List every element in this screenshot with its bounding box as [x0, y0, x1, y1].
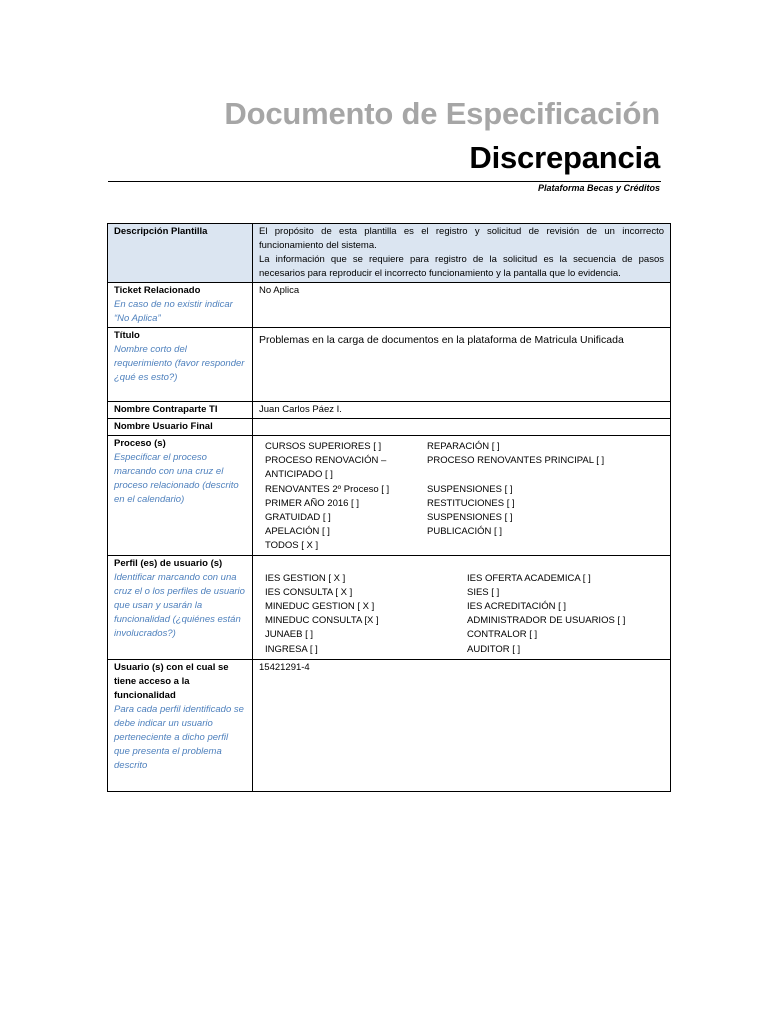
perfil-options	[259, 557, 664, 657]
ticket-hint: En caso de no existir indicar “No Aplica”	[114, 299, 233, 324]
ticket-value-cell	[253, 283, 671, 328]
proceso-option: SUSPENSIONES [ ]	[427, 512, 513, 524]
perfil-hint: Identificar marcando con una cruz el o los perfiles de usuario que usan y usarán la funcionalidad (¿quiénes están involucrados?)	[114, 571, 245, 639]
proceso-option: SUSPENSIONES [ ]	[427, 483, 513, 495]
row-usuario-acceso	[108, 659, 671, 791]
specification-table	[107, 223, 671, 792]
usuario-acceso-label-cell	[108, 659, 253, 791]
titulo-label-cell	[108, 328, 253, 402]
proceso-option: PUBLICACIÓN [ ]	[427, 526, 502, 538]
proceso-label: Proceso (s)	[114, 438, 166, 449]
perfil-option: MINEDUC CONSULTA [X ]	[265, 615, 379, 627]
row-contraparte	[108, 402, 671, 419]
document-subtitle: Discrepancia	[469, 140, 660, 175]
proceso-option: CURSOS SUPERIORES [ ]	[265, 441, 382, 452]
platform-name: Plataforma Becas y Créditos	[537, 183, 660, 193]
usuario-final-label: Nombre Usuario Final	[114, 421, 213, 432]
descripcion-value-cell	[253, 224, 671, 283]
proceso-option: ANTICIPADO [ ]	[265, 469, 333, 481]
proceso-option: REPARACIÓN [ ]	[427, 441, 500, 452]
usuario-final-label-cell	[108, 419, 253, 436]
descripcion-label-cell	[108, 224, 253, 283]
row-proceso	[108, 436, 671, 556]
perfil-option: IES ACREDITACIÓN [ ]	[467, 601, 567, 613]
proceso-option: PROCESO RENOVACIÓN –	[265, 455, 387, 467]
usuario-final-value-cell	[253, 419, 671, 436]
proceso-option: PRIMER AÑO 2016 [ ]	[265, 497, 359, 509]
descripcion-line2: La información que se requiere para registro de la solicitud es la secuencia de pasos necesarios para reproducir el incorrecto funcionamiento y la pantalla que lo evidencia.	[259, 254, 664, 279]
titulo-value-cell	[253, 328, 671, 402]
proceso-option	[427, 468, 604, 482]
titulo-hint: Nombre corto del requerimiento (favor responder ¿qué es esto?)	[114, 344, 245, 383]
header-rule	[108, 181, 661, 182]
perfil-option: IES GESTION [ X ]	[265, 572, 346, 584]
row-titulo	[108, 328, 671, 402]
proceso-option: GRATUIDAD [ ]	[265, 512, 331, 524]
descripcion-line1: El propósito de esta plantilla es el registro y solicitud de revisión de un incorrecto funcionamiento del sistema.	[259, 226, 664, 251]
row-ticket	[108, 283, 671, 328]
perfil-options-left	[265, 572, 467, 657]
usuario-acceso-hint: Para cada perfil identificado se debe indicar un usuario perteneciente a dicho perfil que presenta el problema descrito	[114, 703, 244, 771]
proceso-option: TODOS [ X ]	[265, 540, 319, 552]
perfil-option: ADMINISTRADOR DE USUARIOS [ ]	[467, 615, 626, 627]
contraparte-value: Juan Carlos Páez I.	[259, 404, 342, 415]
perfil-option: JUNAEB [ ]	[265, 629, 314, 641]
proceso-options	[259, 437, 664, 554]
proceso-options-right	[427, 440, 604, 554]
proceso-options-left	[265, 440, 427, 554]
proceso-hint: Especificar el proceso marcando con una cruz el proceso relacionado (descrito en el calendario)	[114, 452, 239, 505]
proceso-option: RESTITUCIONES [ ]	[427, 497, 515, 509]
descripcion-label: Descripción Plantilla	[114, 226, 208, 237]
proceso-option: PROCESO RENOVANTES PRINCIPAL [ ]	[427, 455, 605, 467]
usuario-acceso-label: Usuario (s) con el cual se tiene acceso a la funcionalidad	[114, 661, 229, 701]
row-descripcion	[108, 224, 671, 283]
proceso-option: APELACIÓN [ ]	[265, 526, 330, 538]
ticket-label-cell	[108, 283, 253, 328]
row-usuario-final	[108, 419, 671, 436]
proceso-label-cell	[108, 436, 253, 556]
contraparte-label-cell	[108, 402, 253, 419]
titulo-value: Problemas en la carga de documentos en la plataforma de Matricula Unificada	[259, 334, 624, 346]
perfil-option: MINEDUC GESTION [ X ]	[265, 601, 375, 613]
perfil-label-cell	[108, 555, 253, 659]
perfil-options-right	[467, 572, 625, 657]
proceso-options-cell	[253, 436, 671, 556]
document-title: Documento de Especificación	[224, 96, 660, 131]
perfil-option: IES CONSULTA [ X ]	[265, 586, 353, 598]
ticket-value: No Aplica	[259, 285, 300, 296]
ticket-label: Ticket Relacionado	[114, 285, 201, 296]
perfil-options-cell	[253, 555, 671, 659]
perfil-label: Perfil (es) de usuario (s)	[114, 557, 223, 569]
titulo-label: Título	[114, 330, 140, 341]
perfil-option: AUDITOR [ ]	[467, 643, 521, 655]
contraparte-value-cell	[253, 402, 671, 419]
contraparte-label: Nombre Contraparte TI	[114, 404, 218, 415]
row-perfil	[108, 555, 671, 659]
proceso-option: RENOVANTES 2º Proceso [ ]	[265, 483, 390, 495]
perfil-option: INGRESA [ ]	[265, 643, 318, 655]
usuario-acceso-value-cell	[253, 659, 671, 791]
perfil-option: SIES [ ]	[467, 586, 500, 598]
perfil-option: CONTRALOR [ ]	[467, 629, 538, 641]
perfil-option: IES OFERTA ACADEMICA [ ]	[467, 572, 591, 584]
usuario-acceso-value: 15421291-4	[259, 661, 310, 673]
